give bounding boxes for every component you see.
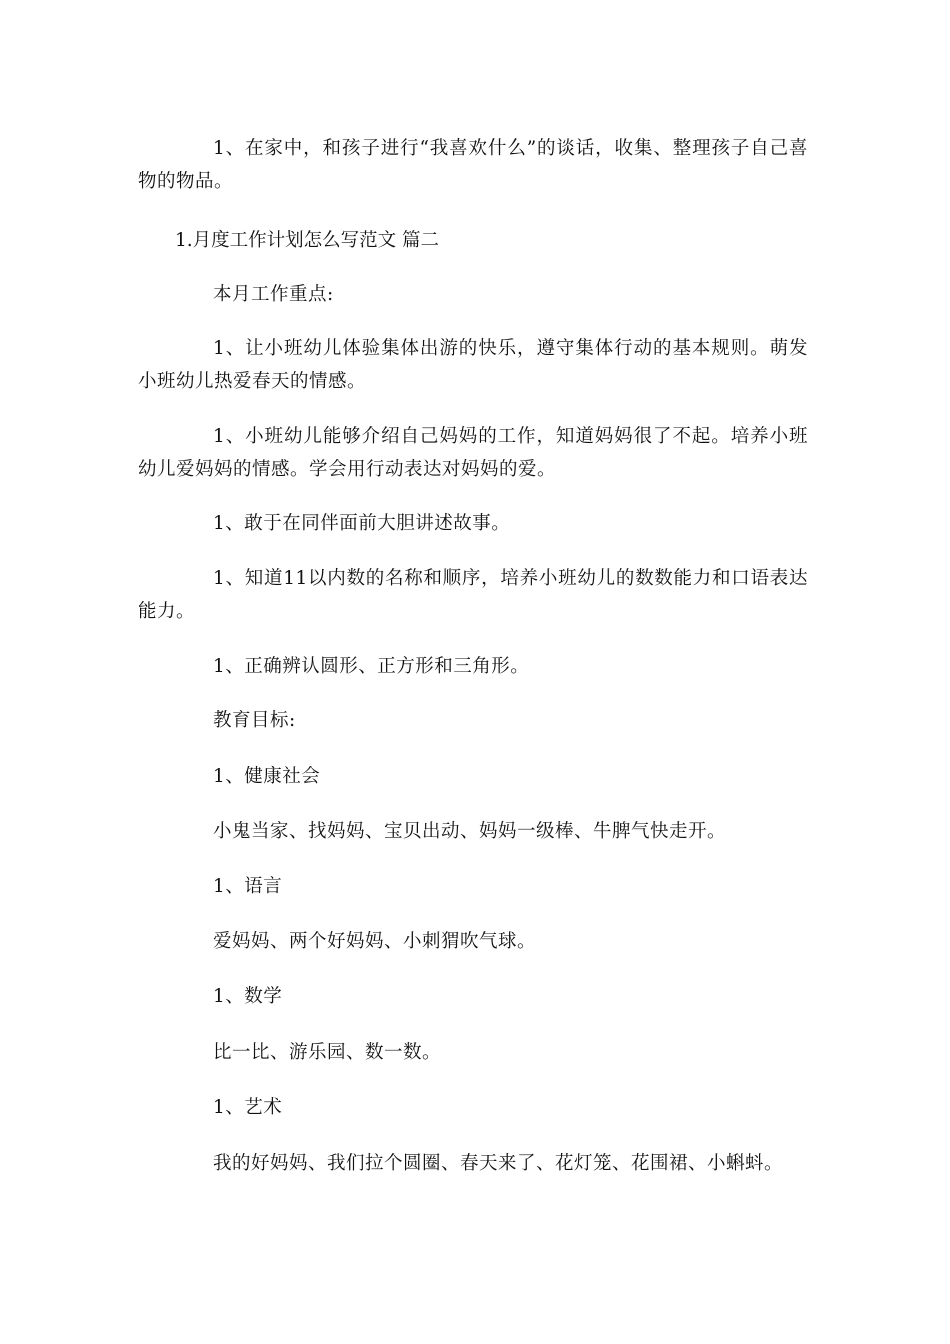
paragraph-math-items: 比一比、游乐园、数一数。 xyxy=(213,1042,442,1063)
paragraph-counting: 1、知道11以内数的名称和顺序，培养小班幼儿的数数能力和口语表达能力。 xyxy=(138,568,808,622)
paragraph-monthly-focus-label: 本月工作重点: xyxy=(213,284,334,305)
paragraph-storytelling: 1、敢于在同伴面前大胆讲述故事。 xyxy=(213,513,511,534)
paragraph-shapes: 1、正确辨认圆形、正方形和三角形。 xyxy=(213,656,530,677)
paragraph-outing: 1、让小班幼儿体验集体出游的快乐，遵守集体行动的基本规则。萌发小班幼儿热爱春天的情感。 xyxy=(138,338,808,392)
paragraph-home-talk: 1、在家中，和孩子进行“我喜欢什么”的谈话，收集、整理孩子自己喜物的物品。 xyxy=(138,138,808,192)
paragraph-health-social: 1、健康社会 xyxy=(213,766,321,787)
paragraph-math: 1、数学 xyxy=(213,986,283,1007)
paragraph-mother-work: 1、小班幼儿能够介绍自己妈妈的工作，知道妈妈很了不起。培养小班幼儿爱妈妈的情感。学会用行动表达对妈妈的爱。 xyxy=(138,426,808,480)
paragraph-language-items: 爱妈妈、两个好妈妈、小刺猬吹气球。 xyxy=(213,931,537,952)
paragraph-art: 1、艺术 xyxy=(213,1097,283,1118)
paragraph-education-goals-label: 教育目标: xyxy=(213,710,296,731)
paragraph-art-items: 我的好妈妈、我们拉个圆圈、春天来了、花灯笼、花围裙、小蝌蚪。 xyxy=(213,1153,784,1174)
paragraph-language: 1、语言 xyxy=(213,876,283,897)
paragraph-health-social-items: 小鬼当家、找妈妈、宝贝出动、妈妈一级棒、牛脾气快走开。 xyxy=(213,821,727,842)
section-heading: 1.月度工作计划怎么写范文 篇二 xyxy=(175,230,440,251)
